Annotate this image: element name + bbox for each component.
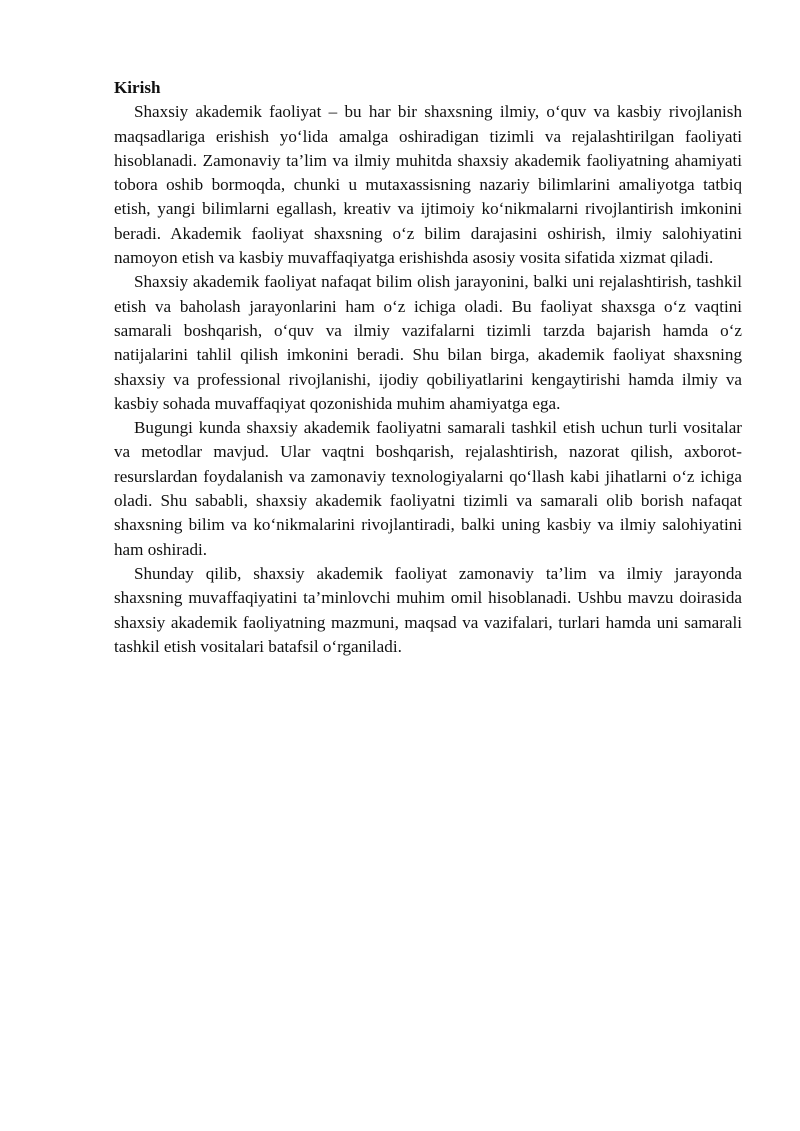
document-body [114, 76, 742, 659]
paragraph-4: Shunday qilib, shaxsiy akademik faoliyat zamonaviy ta’lim va ilmiy jarayonda shaxsning muvaffaqiyatini ta’minlovchi muhim omil hisoblanadi. Ushbu mavzu doirasida shaxsiy akademik faoliyatning mazmuni, maqsad va vazifalari, turlari hamda uni samarali tashkil etish vositalari batafsil o‘rganiladi. [114, 563, 742, 656]
paragraph-2: Shaxsiy akademik faoliyat nafaqat bilim olish jarayonini, balki uni rejalashtirish, tashkil etish va baholash jarayonlarini ham o‘z ichiga oladi. Bu faoliyat shaxsga o‘z vaqtini samarali boshqarish, o‘quv va ilmiy vazifalarni tizimli tarzda bajarish hamda o‘z natijalarini tahlil qilish imkonini beradi. Shu bilan birga, akademik faoliyat shaxsning shaxsiy va professional rivojlanishi, ijodiy qobiliyatlarini kengaytirishi hamda ilmiy va kasbiy sohada muvaffaqiyat qozonishida muhim ahamiyatga ega. [114, 272, 742, 413]
paragraph-3: Bugungi kunda shaxsiy akademik faoliyatni samarali tashkil etish uchun turli vositalar va metodlar mavjud. Ular vaqtni boshqarish, rejalashtirish, nazorat qilish, axborot-resurslardan foydalanish va zamonaviy texnologiyalarni qo‘llash kabi jihatlarni o‘z ichiga oladi. Shu sababli, shaxsiy akademik faoliyatni tizimli va samarali olib borish nafaqat shaxsning bilim va ko‘nikmalarini rivojlantiradi, balki uning kasbiy va ilmiy salohiyatini ham oshiradi. [114, 418, 742, 559]
paragraph-1: Shaxsiy akademik faoliyat – bu har bir shaxsning ilmiy, o‘quv va kasbiy rivojlanish maqsadlariga erishish yo‘lida amalga oshiradigan tizimli va rejalashtirilgan faoliyati hisoblanadi. Zamonaviy ta’lim va ilmiy muhitda shaxsiy akademik faoliyatning ahamiyati tobora oshib bormoqda, chunki u mutaxassisning nazariy bilimlarini amaliyotga tatbiq etish, yangi bilimlarni egallash, kreativ va ijtimoiy ko‘nikmalarni rivojlantirish imkonini beradi. Akademik faoliyat shaxsning o‘z bilim darajasini oshirish, ilmiy salohiyatini namoyon etish va kasbiy muvaffaqiyatga erishishda asosiy vosita sifatida xizmat qiladi. [114, 102, 742, 268]
section-heading: Kirish [114, 78, 161, 97]
